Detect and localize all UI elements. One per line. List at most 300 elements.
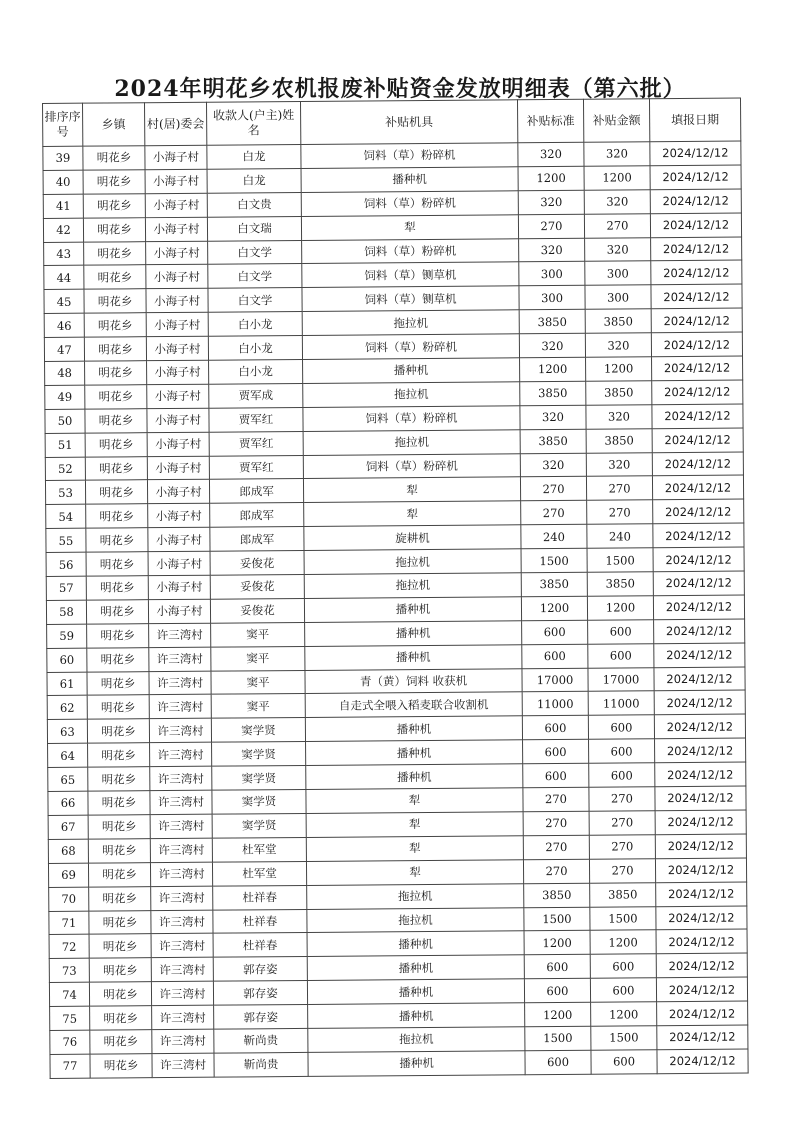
township-cell: 明花乡 xyxy=(86,552,148,576)
standard-cell: 3850 xyxy=(520,381,586,405)
date-cell: 2024/12/12 xyxy=(653,547,744,572)
document-title: 2024年明花乡农机报废补贴资金发放明细表（第六批） xyxy=(114,76,686,102)
amount-cell: 600 xyxy=(589,763,655,787)
township-cell: 明花乡 xyxy=(88,862,150,886)
date-cell: 2024/12/12 xyxy=(650,165,741,190)
amount-cell: 270 xyxy=(589,787,655,811)
header-seq: 排序序号 xyxy=(43,103,83,146)
machine-cell: 饲料（草）粉碎机 xyxy=(303,406,520,432)
village-cell: 许三湾村 xyxy=(149,671,211,695)
machine-cell: 拖拉机 xyxy=(303,382,520,408)
date-cell: 2024/12/12 xyxy=(651,308,742,333)
seq-cell: 72 xyxy=(49,935,89,959)
standard-cell: 320 xyxy=(520,405,586,429)
date-cell: 2024/12/12 xyxy=(655,738,746,763)
standard-cell: 600 xyxy=(525,1050,591,1074)
township-cell: 明花乡 xyxy=(87,647,149,671)
seq-cell: 73 xyxy=(49,958,89,982)
date-cell: 2024/12/12 xyxy=(657,1025,748,1050)
date-cell: 2024/12/12 xyxy=(652,356,743,381)
village-cell: 小海子村 xyxy=(147,432,209,456)
village-cell: 小海子村 xyxy=(145,169,207,193)
village-cell: 许三湾村 xyxy=(150,790,212,814)
standard-cell: 3850 xyxy=(521,572,587,596)
village-cell: 许三湾村 xyxy=(151,957,213,981)
machine-cell: 饲料（草）粉碎机 xyxy=(301,191,518,217)
township-cell: 明花乡 xyxy=(90,1030,152,1054)
date-cell: 2024/12/12 xyxy=(653,499,744,524)
amount-cell: 600 xyxy=(590,954,656,978)
machine-cell: 犁 xyxy=(301,214,518,240)
standard-cell: 1500 xyxy=(525,1026,591,1050)
amount-cell: 3850 xyxy=(585,309,651,333)
machine-cell: 播种机 xyxy=(305,621,522,647)
machine-cell: 播种机 xyxy=(305,644,522,670)
township-cell: 明花乡 xyxy=(89,934,151,958)
standard-cell: 600 xyxy=(523,763,589,787)
seq-cell: 59 xyxy=(47,624,87,648)
standard-cell: 320 xyxy=(518,142,584,166)
township-cell: 明花乡 xyxy=(83,217,145,241)
amount-cell: 600 xyxy=(589,739,655,763)
machine-cell: 播种机 xyxy=(303,358,520,384)
seq-cell: 48 xyxy=(45,361,85,385)
payee-cell: 靳尚贵 xyxy=(214,1028,308,1053)
amount-cell: 320 xyxy=(586,405,652,429)
machine-cell: 犁 xyxy=(306,812,523,838)
seq-cell: 47 xyxy=(44,337,84,361)
payee-cell: 窦平 xyxy=(211,646,305,671)
standard-cell: 600 xyxy=(522,644,588,668)
machine-cell: 拖拉机 xyxy=(307,907,524,933)
header-village: 村(居)委会 xyxy=(145,102,207,145)
seq-cell: 50 xyxy=(45,409,85,433)
village-cell: 许三湾村 xyxy=(150,766,212,790)
date-cell: 2024/12/12 xyxy=(650,141,741,166)
payee-cell: 白文瑞 xyxy=(207,216,301,241)
township-cell: 明花乡 xyxy=(86,576,148,600)
village-cell: 小海子村 xyxy=(145,145,207,169)
seq-cell: 51 xyxy=(45,433,85,457)
machine-cell: 饲料（草）粉碎机 xyxy=(303,453,520,479)
village-cell: 许三湾村 xyxy=(152,1029,214,1053)
machine-cell: 饲料（草）粉碎机 xyxy=(301,143,518,169)
standard-cell: 600 xyxy=(522,716,588,740)
payee-cell: 窦学贤 xyxy=(212,789,306,814)
date-cell: 2024/12/12 xyxy=(650,213,741,238)
amount-cell: 600 xyxy=(588,715,654,739)
village-cell: 小海子村 xyxy=(148,599,210,623)
seq-cell: 54 xyxy=(46,505,86,529)
date-cell: 2024/12/12 xyxy=(656,905,747,930)
village-cell: 小海子村 xyxy=(147,384,209,408)
payee-cell: 贾军红 xyxy=(209,431,303,456)
date-cell: 2024/12/12 xyxy=(655,786,746,811)
date-cell: 2024/12/12 xyxy=(655,834,746,859)
payee-cell: 白小龙 xyxy=(209,359,303,384)
machine-cell: 播种机 xyxy=(306,740,523,766)
table-row xyxy=(50,1049,748,1078)
seq-cell: 69 xyxy=(48,863,88,887)
standard-cell: 1200 xyxy=(525,1002,591,1026)
village-cell: 小海子村 xyxy=(147,480,209,504)
payee-cell: 窦学贤 xyxy=(211,718,305,743)
date-cell: 2024/12/12 xyxy=(657,1001,748,1026)
date-cell: 2024/12/12 xyxy=(653,523,744,548)
standard-cell: 600 xyxy=(523,739,589,763)
amount-cell: 320 xyxy=(585,237,651,261)
payee-cell: 白小龙 xyxy=(208,312,302,337)
payee-cell: 窦平 xyxy=(211,694,305,719)
amount-cell: 1500 xyxy=(590,906,656,930)
machine-cell: 播种机 xyxy=(308,1051,525,1077)
standard-cell: 270 xyxy=(523,859,589,883)
township-cell: 明花乡 xyxy=(88,767,150,791)
payee-cell: 杜祥春 xyxy=(213,909,307,934)
standard-cell: 1500 xyxy=(521,548,587,572)
payee-cell: 白龙 xyxy=(207,144,301,169)
seq-cell: 45 xyxy=(44,290,84,314)
amount-cell: 1200 xyxy=(584,166,650,190)
standard-cell: 3850 xyxy=(524,883,590,907)
seq-cell: 56 xyxy=(46,552,86,576)
standard-cell: 270 xyxy=(523,811,589,835)
village-cell: 许三湾村 xyxy=(151,910,213,934)
amount-cell: 3850 xyxy=(590,882,656,906)
payee-cell: 妥俊花 xyxy=(210,598,304,623)
township-cell: 明花乡 xyxy=(87,695,149,719)
township-cell: 明花乡 xyxy=(85,408,147,432)
date-cell: 2024/12/12 xyxy=(651,284,742,309)
standard-cell: 600 xyxy=(524,978,590,1002)
seq-cell: 70 xyxy=(49,887,89,911)
township-cell: 明花乡 xyxy=(83,170,145,194)
seq-cell: 62 xyxy=(47,696,87,720)
village-cell: 许三湾村 xyxy=(152,1053,214,1077)
township-cell: 明花乡 xyxy=(85,385,147,409)
payee-cell: 窦学贤 xyxy=(212,813,306,838)
amount-cell: 270 xyxy=(586,476,652,500)
seq-cell: 57 xyxy=(46,576,86,600)
machine-cell: 拖拉机 xyxy=(303,429,520,455)
village-cell: 小海子村 xyxy=(147,360,209,384)
date-cell: 2024/12/12 xyxy=(652,404,743,429)
amount-cell: 1200 xyxy=(587,596,653,620)
standard-cell: 17000 xyxy=(522,668,588,692)
village-cell: 小海子村 xyxy=(145,217,207,241)
seq-cell: 66 xyxy=(48,791,88,815)
date-cell: 2024/12/12 xyxy=(652,452,743,477)
standard-cell: 3850 xyxy=(519,309,585,333)
seq-cell: 61 xyxy=(47,672,87,696)
table-header-row xyxy=(43,98,741,146)
seq-cell: 77 xyxy=(50,1054,90,1078)
standard-cell: 320 xyxy=(518,190,584,214)
amount-cell: 600 xyxy=(591,1050,657,1074)
amount-cell: 270 xyxy=(587,500,653,524)
village-cell: 小海子村 xyxy=(146,241,208,265)
township-cell: 明花乡 xyxy=(90,1054,152,1078)
seq-cell: 64 xyxy=(48,743,88,767)
machine-cell: 播种机 xyxy=(307,979,524,1005)
payee-cell: 白龙 xyxy=(207,168,301,193)
header-standard: 补贴标准 xyxy=(517,99,583,143)
amount-cell: 270 xyxy=(584,213,650,237)
seq-cell: 74 xyxy=(49,982,89,1006)
amount-cell: 3850 xyxy=(587,572,653,596)
header-date: 填报日期 xyxy=(649,98,740,142)
date-cell: 2024/12/12 xyxy=(653,595,744,620)
date-cell: 2024/12/12 xyxy=(652,428,743,453)
payee-cell: 郭存姿 xyxy=(213,981,307,1006)
machine-cell: 犁 xyxy=(306,836,523,862)
date-cell: 2024/12/12 xyxy=(651,332,742,357)
amount-cell: 270 xyxy=(589,858,655,882)
amount-cell: 3850 xyxy=(586,428,652,452)
header-payee: 收款人(户主)姓名 xyxy=(206,101,300,145)
amount-cell: 240 xyxy=(587,524,653,548)
date-cell: 2024/12/12 xyxy=(655,810,746,835)
amount-cell: 1200 xyxy=(591,1002,657,1026)
machine-cell: 饲料（草）铡草机 xyxy=(302,262,519,288)
machine-cell: 播种机 xyxy=(308,1003,525,1029)
machine-cell: 播种机 xyxy=(305,716,522,742)
machine-cell: 饲料（草）粉碎机 xyxy=(302,238,519,264)
standard-cell: 1200 xyxy=(524,931,590,955)
seq-cell: 53 xyxy=(45,481,85,505)
payee-cell: 白文贵 xyxy=(207,192,301,217)
date-cell: 2024/12/12 xyxy=(655,858,746,883)
date-cell: 2024/12/12 xyxy=(656,882,747,907)
village-cell: 许三湾村 xyxy=(149,623,211,647)
township-cell: 明花乡 xyxy=(88,743,150,767)
payee-cell: 白文学 xyxy=(208,240,302,265)
date-cell: 2024/12/12 xyxy=(651,237,742,262)
header-township: 乡镇 xyxy=(83,103,145,146)
amount-cell: 600 xyxy=(588,620,654,644)
machine-cell: 犁 xyxy=(303,477,520,503)
amount-cell: 320 xyxy=(586,452,652,476)
machine-cell: 自走式全喂入稻麦联合收割机 xyxy=(305,692,522,718)
village-cell: 小海子村 xyxy=(147,408,209,432)
payee-cell: 靳尚贵 xyxy=(214,1052,308,1077)
township-cell: 明花乡 xyxy=(86,600,148,624)
payee-cell: 郎成军 xyxy=(209,479,303,504)
township-cell: 明花乡 xyxy=(88,839,150,863)
payee-cell: 妥俊花 xyxy=(210,551,304,576)
subsidy-table xyxy=(42,98,749,1079)
township-cell: 明花乡 xyxy=(84,241,146,265)
standard-cell: 600 xyxy=(522,620,588,644)
payee-cell: 白小龙 xyxy=(208,336,302,361)
payee-cell: 窦学贤 xyxy=(212,742,306,767)
payee-cell: 妥俊花 xyxy=(210,574,304,599)
date-cell: 2024/12/12 xyxy=(654,667,745,692)
amount-cell: 300 xyxy=(585,261,651,285)
township-cell: 明花乡 xyxy=(84,337,146,361)
seq-cell: 60 xyxy=(47,648,87,672)
payee-cell: 贾军红 xyxy=(209,455,303,480)
date-cell: 2024/12/12 xyxy=(656,929,747,954)
date-cell: 2024/12/12 xyxy=(654,619,745,644)
village-cell: 许三湾村 xyxy=(151,981,213,1005)
village-cell: 小海子村 xyxy=(148,527,210,551)
standard-cell: 270 xyxy=(521,501,587,525)
amount-cell: 600 xyxy=(590,978,656,1002)
township-cell: 明花乡 xyxy=(89,886,151,910)
amount-cell: 270 xyxy=(589,835,655,859)
date-cell: 2024/12/12 xyxy=(654,714,745,739)
amount-cell: 320 xyxy=(585,333,651,357)
standard-cell: 320 xyxy=(520,453,586,477)
seq-cell: 42 xyxy=(43,218,83,242)
amount-cell: 1500 xyxy=(587,548,653,572)
standard-cell: 240 xyxy=(521,524,587,548)
machine-cell: 拖拉机 xyxy=(304,549,521,575)
seq-cell: 39 xyxy=(43,146,83,170)
standard-cell: 270 xyxy=(523,835,589,859)
machine-cell: 犁 xyxy=(306,859,523,885)
township-cell: 明花乡 xyxy=(88,815,150,839)
machine-cell: 播种机 xyxy=(304,597,521,623)
village-cell: 许三湾村 xyxy=(149,647,211,671)
date-cell: 2024/12/12 xyxy=(652,475,743,500)
machine-cell: 拖拉机 xyxy=(308,1027,525,1053)
date-cell: 2024/12/12 xyxy=(654,690,745,715)
standard-cell: 270 xyxy=(520,477,586,501)
amount-cell: 270 xyxy=(589,811,655,835)
village-cell: 小海子村 xyxy=(145,193,207,217)
payee-cell: 郭存姿 xyxy=(214,1005,308,1030)
village-cell: 小海子村 xyxy=(148,504,210,528)
village-cell: 许三湾村 xyxy=(149,695,211,719)
seq-cell: 49 xyxy=(45,385,85,409)
machine-cell: 饲料（草）铡草机 xyxy=(302,286,519,312)
machine-cell: 播种机 xyxy=(307,931,524,957)
township-cell: 明花乡 xyxy=(87,671,149,695)
seq-cell: 68 xyxy=(48,839,88,863)
seq-cell: 55 xyxy=(46,528,86,552)
township-cell: 明花乡 xyxy=(86,504,148,528)
payee-cell: 杜祥春 xyxy=(213,885,307,910)
village-cell: 小海子村 xyxy=(146,312,208,336)
seq-cell: 76 xyxy=(50,1030,90,1054)
machine-cell: 播种机 xyxy=(307,955,524,981)
village-cell: 许三湾村 xyxy=(150,814,212,838)
amount-cell: 1500 xyxy=(591,1026,657,1050)
date-cell: 2024/12/12 xyxy=(656,977,747,1002)
village-cell: 许三湾村 xyxy=(150,742,212,766)
payee-cell: 杜祥春 xyxy=(213,933,307,958)
amount-cell: 300 xyxy=(585,285,651,309)
amount-cell: 17000 xyxy=(588,667,654,691)
machine-cell: 青（黄）饲料 收获机 xyxy=(305,668,522,694)
seq-cell: 44 xyxy=(44,266,84,290)
township-cell: 明花乡 xyxy=(89,910,151,934)
seq-cell: 52 xyxy=(45,457,85,481)
village-cell: 小海子村 xyxy=(147,456,209,480)
date-cell: 2024/12/12 xyxy=(650,189,741,214)
machine-cell: 旋耕机 xyxy=(304,525,521,551)
machine-cell: 犁 xyxy=(306,788,523,814)
village-cell: 小海子村 xyxy=(146,336,208,360)
amount-cell: 320 xyxy=(584,190,650,214)
payee-cell: 白文学 xyxy=(208,288,302,313)
seq-cell: 43 xyxy=(44,242,84,266)
standard-cell: 3850 xyxy=(520,429,586,453)
standard-cell: 11000 xyxy=(522,692,588,716)
township-cell: 明花乡 xyxy=(87,623,149,647)
machine-cell: 播种机 xyxy=(306,764,523,790)
seq-cell: 63 xyxy=(47,720,87,744)
township-cell: 明花乡 xyxy=(83,193,145,217)
payee-cell: 郎成军 xyxy=(210,503,304,528)
amount-cell: 11000 xyxy=(588,691,654,715)
date-cell: 2024/12/12 xyxy=(656,953,747,978)
village-cell: 小海子村 xyxy=(146,289,208,313)
standard-cell: 1200 xyxy=(520,357,586,381)
date-cell: 2024/12/12 xyxy=(655,762,746,787)
machine-cell: 饲料（草）粉碎机 xyxy=(302,334,519,360)
payee-cell: 郭存姿 xyxy=(213,957,307,982)
township-cell: 明花乡 xyxy=(86,528,148,552)
amount-cell: 320 xyxy=(584,142,650,166)
seq-cell: 40 xyxy=(43,170,83,194)
standard-cell: 1500 xyxy=(524,907,590,931)
seq-cell: 65 xyxy=(48,767,88,791)
standard-cell: 300 xyxy=(519,262,585,286)
township-cell: 明花乡 xyxy=(89,982,151,1006)
seq-cell: 71 xyxy=(49,911,89,935)
township-cell: 明花乡 xyxy=(88,791,150,815)
date-cell: 2024/12/12 xyxy=(657,1049,748,1074)
township-cell: 明花乡 xyxy=(89,958,151,982)
machine-cell: 拖拉机 xyxy=(304,573,521,599)
standard-cell: 300 xyxy=(519,286,585,310)
seq-cell: 41 xyxy=(43,194,83,218)
township-cell: 明花乡 xyxy=(87,719,149,743)
machine-cell: 拖拉机 xyxy=(302,310,519,336)
seq-cell: 67 xyxy=(48,815,88,839)
village-cell: 许三湾村 xyxy=(150,838,212,862)
township-cell: 明花乡 xyxy=(83,146,145,170)
township-cell: 明花乡 xyxy=(84,265,146,289)
seq-cell: 75 xyxy=(50,1006,90,1030)
township-cell: 明花乡 xyxy=(85,480,147,504)
village-cell: 小海子村 xyxy=(148,575,210,599)
village-cell: 许三湾村 xyxy=(149,719,211,743)
date-cell: 2024/12/12 xyxy=(651,260,742,285)
payee-cell: 郎成军 xyxy=(210,527,304,552)
standard-cell: 320 xyxy=(519,333,585,357)
amount-cell: 600 xyxy=(588,643,654,667)
township-cell: 明花乡 xyxy=(84,289,146,313)
township-cell: 明花乡 xyxy=(85,432,147,456)
standard-cell: 270 xyxy=(518,214,584,238)
village-cell: 许三湾村 xyxy=(151,934,213,958)
machine-cell: 播种机 xyxy=(301,167,518,193)
village-cell: 小海子村 xyxy=(148,551,210,575)
date-cell: 2024/12/12 xyxy=(652,380,743,405)
village-cell: 小海子村 xyxy=(146,265,208,289)
header-machine: 补贴机具 xyxy=(300,100,517,145)
header-amount: 补贴金额 xyxy=(583,99,649,143)
standard-cell: 270 xyxy=(523,787,589,811)
table-body xyxy=(43,141,748,1078)
seq-cell: 58 xyxy=(46,600,86,624)
standard-cell: 1200 xyxy=(518,166,584,190)
standard-cell: 1200 xyxy=(521,596,587,620)
